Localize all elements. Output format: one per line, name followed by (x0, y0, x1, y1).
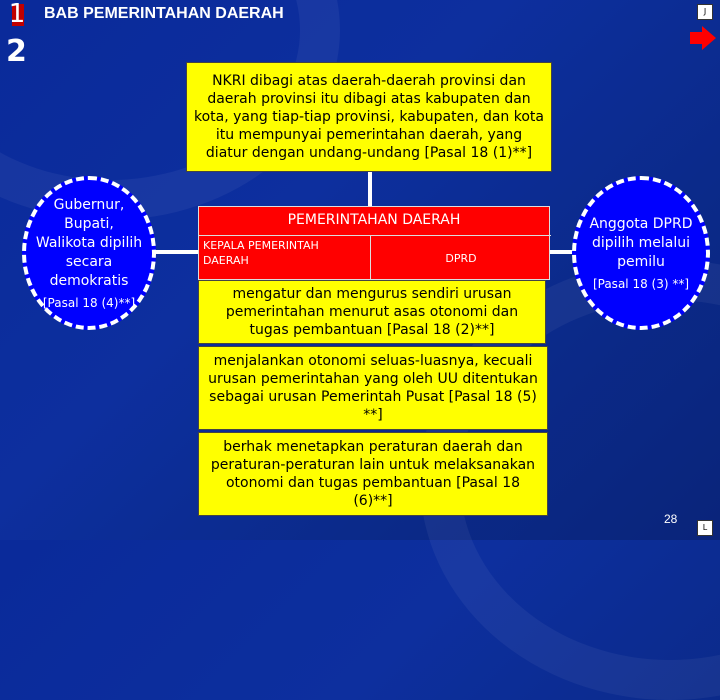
menjalankan-box (198, 346, 548, 430)
dprd-members-text: Anggota DPRD dipilih melalui pemilu (589, 215, 693, 270)
dprd-circle (572, 176, 710, 330)
governor-ref: [Pasal 18 (4)**] (42, 295, 136, 310)
dprd-cell (371, 235, 551, 281)
nkri-text: NKRI dibagi atas daerah-daerah provinsi dan daerah provinsi itu dibagi atas kabupaten dan kota, yang tiap-tiap provinsi, kabupaten, dan kota itu mempunyai pemerintahan daerah, yang diatur dengan undang-undang [Pasal 18 (1)**] (193, 73, 544, 161)
arrow-right-icon[interactable] (690, 26, 716, 50)
nav-top-button[interactable]: J (697, 4, 713, 20)
chapter-number: 1 (4, 0, 30, 28)
section-number: 2 (6, 34, 27, 69)
berhak-box (198, 432, 548, 516)
dprd-label: DPRD (445, 252, 477, 265)
pemerintahan-daerah-box (198, 206, 550, 280)
nav-bottom-button[interactable]: L (697, 520, 713, 536)
mengatur-text: mengatur dan mengurus sendiri urusan pemerintahan menurut asas otonomi dan tugas pembantuan [Pasal 18 (2)**] (225, 286, 519, 338)
mengatur-box (198, 280, 546, 344)
governor-text: Gubernur, Bupati, Walikota dipilih secara demokratis (35, 196, 143, 289)
kepala-daerah-cell (199, 235, 371, 281)
dprd-ref: [Pasal 18 (3) **] (592, 276, 690, 291)
governor-circle (22, 176, 156, 330)
page-number: 28 (664, 512, 678, 526)
pemerintahan-daerah-title: PEMERINTAHAN DAERAH (287, 212, 461, 228)
nkri-box (186, 62, 552, 172)
menjalankan-text: menjalankan otonomi seluas-luasnya, kecuali urusan pemerintahan yang oleh UU ditentukan sebagai urusan Pemerintah Pusat [Pasal 18 (5) **] (208, 353, 538, 423)
berhak-text: berhak menetapkan peraturan daerah dan peraturan-peraturan lain untuk melaksanakan otonomi dan tugas pembantuan [Pasal 18 (6)**] (210, 439, 536, 509)
connector-line (368, 172, 372, 208)
kepala-daerah-label: KEPALA PEMERINTAH DAERAH (203, 239, 319, 267)
page-title: BAB PEMERINTAHAN DAERAH (44, 5, 284, 22)
